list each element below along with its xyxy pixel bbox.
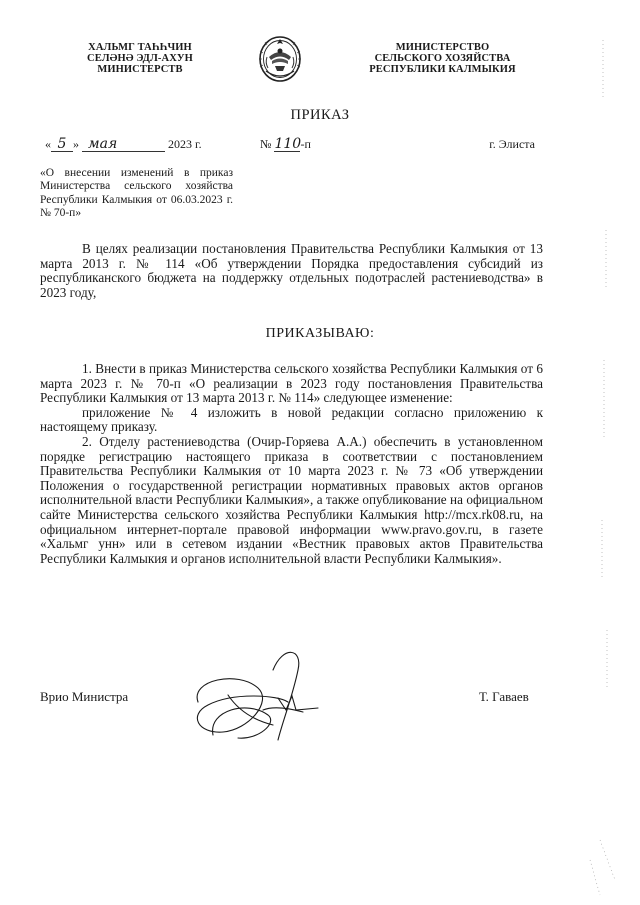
order-item-2: 2. Отделу растениеводства (Очир-Горяева А.А.) обеспечить в установленном порядке регистрацию настоящего приказа в соответствии с постановлением Правительства Республики Калмыкия от 10 марта 2023 г. № 73 «Об утверждении Положения о государственной регистрации нормативных правовых актов органов исполнительной власти Республики Калмыкия», а также опубликование на официальном сайте Министерства сельского хозяйства Республики Калмыкия http://mcx.rk08.ru, на официальном интернет-портале правовой информации www.pravo.gov.ru, в газете «Хальмг унн» или в сетевом издании «Вестник правовых актов Правительства Республики Калмыкия и органов исполнительной власти Республики Калмыкия». <box>40 433 543 566</box>
ministry-name-russian-line: СЕЛЬСКОГО ХОЗЯЙСТВА <box>374 53 511 64</box>
order-item-1-sub: приложение № 4 изложить в новой редакции согласно приложению к настоящему приказу. <box>40 404 543 435</box>
date-open-quote: « <box>45 137 51 151</box>
ministry-name-kalmyk-line: МИНИСТЕРСТВ <box>97 64 183 75</box>
document-title: ПРИКАЗ <box>290 107 350 123</box>
date-day-handwritten: 5 <box>51 138 73 152</box>
city: г. Элиста <box>489 137 535 151</box>
order-number-handwritten: 110 <box>274 136 302 152</box>
preamble <box>40 242 543 300</box>
ministry-name-russian-line: РЕСПУБЛИКИ КАЛМЫКИЯ <box>369 64 516 75</box>
order-item-1: 1. Внести в приказ Министерства сельского хозяйства Республики Калмыкия от 6 марта 2023 г. № 70-п «О реализации в 2023 году постановления Правительства Республики Калмыкия от 13 марта 2013 г. № 114» следующее изменение: <box>40 361 543 406</box>
order-directive-heading: ПРИКАЗЫВАЮ: <box>265 326 375 341</box>
order-subject: «О внесении изменений в приказ Министерства сельского хозяйства Республики Калмыкия от 06.03.2023 г. № 70-п» <box>40 167 233 220</box>
number-prefix: № <box>260 137 272 151</box>
date-year: 2023 г. <box>168 137 202 151</box>
order-date <box>45 137 202 152</box>
preamble-paragraph: В целях реализации постановления Правительства Республики Калмыкия от 13 марта 2013 г. № 114 «Об утверждении Порядка предоставления субсидий из республиканского бюджета на поддержку отдельных подотраслей растениеводства» в 2023 году, <box>40 241 543 300</box>
number-suffix: -п <box>300 137 311 151</box>
ministry-name-russian-line: МИНИСТЕРСТВО <box>395 42 490 53</box>
order-items <box>40 362 543 566</box>
ministry-name-kalmyk <box>60 42 220 75</box>
date-month-handwritten: мая <box>82 138 165 152</box>
signatory-name: Т. Гаваев <box>479 689 529 704</box>
kalmykia-coat-of-arms-icon <box>257 33 303 83</box>
ministry-name-kalmyk-line: СЕЛӘНӘ ЭДЛ-АХУН <box>87 53 193 64</box>
order-number <box>260 137 311 152</box>
signatory-position: Врио Министра <box>40 689 129 704</box>
ministry-name-russian <box>350 42 535 75</box>
handwritten-signature-icon <box>178 640 328 770</box>
ministry-name-kalmyk-line: ХАЛЬМГ ТАҺҺЧИН <box>88 42 192 53</box>
date-close-quote: » <box>73 137 79 151</box>
